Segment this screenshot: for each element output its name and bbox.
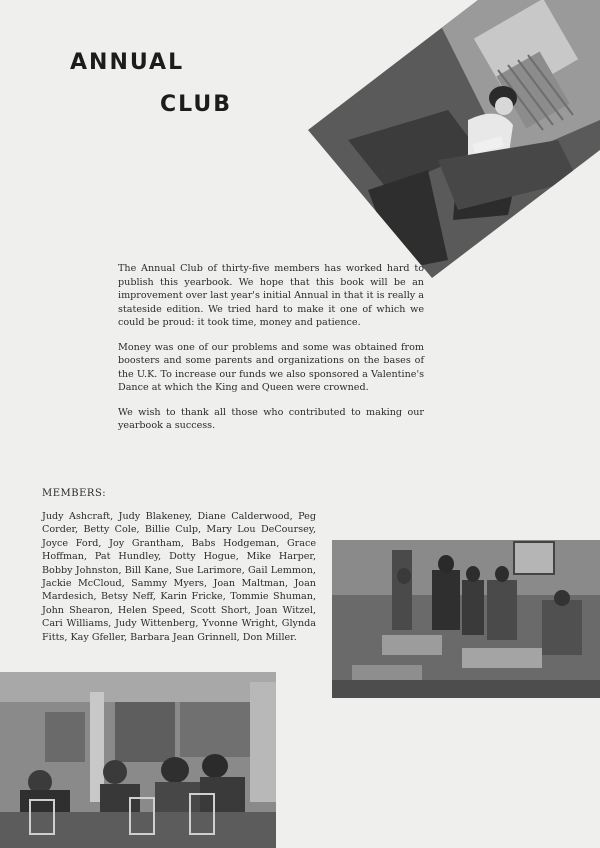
members-list: Judy Ashcraft, Judy Blakeney, Diane Calderwood, Peg Corder, Betty Cole, Billie Culp, Mary Lou DeCoursey, Joyce Ford, Joy Grantham, Babs Hodgeman, Grace Hoffman, Pat Hundley, Dotty Hogue, Mike Harper, Bobby Johnston, Bill Kane, Sue Larimore, Gail Lemmon, Jackie McCloud, Sammy Myers, Joan Maltman, Joan Mardesich, Betsy Neff, Karin Fricke, Tommie Shuman, John Shearon, Helen Speed, Scott Short, Joan Witzel, Cari Williams, Judy Wittenberg, Yvonne Wright, Glynda Fitts, Kay Gfeller, Barbara Jean Grinnell, Don Miller. — [42, 511, 316, 643]
intro-text — [118, 262, 424, 444]
members-label: MEMBERS: — [42, 488, 107, 499]
intro-paragraph: Money was one of our problems and some was obtained from boosters and some parents and organizations on the bases of the U.K. To increase our funds we also sponsored a Valentine's Dance at which the King and Queen were crowned. — [118, 341, 424, 393]
photo-library-study — [0, 672, 276, 848]
intro-paragraph: We wish to thank all those who contributed to making our yearbook a success. — [118, 406, 424, 431]
intro-paragraph: The Annual Club of thirty-five members has worked hard to publish this yearbook. We hope that this book will be an improvement over last year's initial Annual in that it is really a stateside edition. We tried hard to make it one of which we could be proud: it took time, money and patience. — [118, 263, 424, 328]
photo-classroom-meeting — [332, 540, 600, 698]
title-line-annual: ANNUAL — [70, 50, 185, 75]
title-line-club: CLUB — [160, 92, 233, 117]
diamond-photo-student-at-desk — [308, 0, 600, 278]
